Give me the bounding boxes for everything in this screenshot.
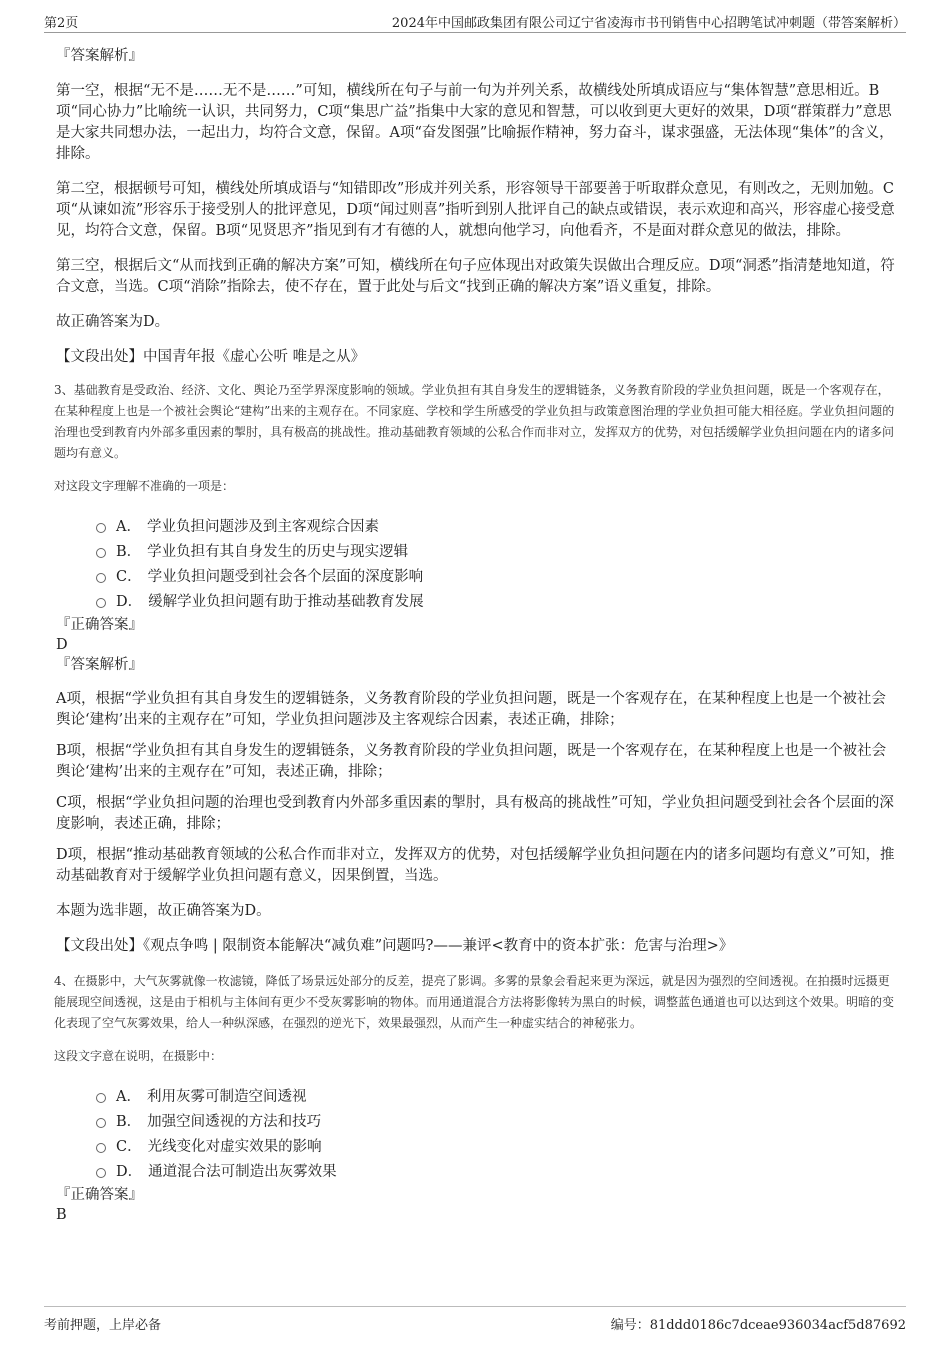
q3-options xyxy=(96,515,896,615)
radio-icon[interactable] xyxy=(96,573,106,583)
q3-conclusion: 本题为选非题，故正确答案为D。 xyxy=(56,903,271,919)
page-header xyxy=(44,10,906,33)
q4-answer: B xyxy=(56,1207,67,1223)
q4-option-a[interactable]: A． 利用灰雾可制造空间透视 xyxy=(96,1085,896,1110)
q3-explanation-c: C项，根据“学业负担问题的治理也受到教育内外部多重因素的掣肘，具有极高的挑战性”可知，学业负担问题受到社会各个层面的深度影响，表述正确，排除； xyxy=(56,795,894,832)
q3-option-c[interactable]: C． 学业负担问题受到社会各个层面的深度影响 xyxy=(96,565,896,590)
q3-explanation-b: B项，根据“学业负担有其自身发生的逻辑链条，义务教育阶段的学业负担问题，既是一个客观存在，在某种程度上也是一个被社会舆论‘建构’出来的主观存在”可知，表述正确，排除； xyxy=(56,743,887,780)
q3-prompt: 对这段文字理解不准确的一项是： xyxy=(54,479,235,493)
radio-icon[interactable] xyxy=(96,1093,106,1103)
q3-answer: D xyxy=(56,637,68,653)
page-content xyxy=(56,46,896,1225)
radio-icon[interactable] xyxy=(96,1168,106,1178)
q3-answer-label: 『正确答案』 xyxy=(56,617,143,633)
q2-analysis-para-3: 第三空，根据后文“从而找到正确的解决方案”可知，横线所在句子应体现出对政策失误做出合理反应。D项“洞悉”指清楚地知道，符合文意，当选。C项“消除”指除去，使不存在，置于此处与后文“找到正确的解决方案”语义重复，排除。 xyxy=(56,258,895,295)
q2-conclusion: 故正确答案为D。 xyxy=(56,314,170,330)
q4-option-c[interactable]: C． 光线变化对虚实效果的影响 xyxy=(96,1135,896,1160)
q3-source: 【文段出处】《观点争鸣 | 限制资本能解决“减负难”问题吗?——兼评<教育中的资本扩张：危害与治理>》 xyxy=(56,938,734,954)
q4-option-d[interactable]: D． 通道混合法可制造出灰雾效果 xyxy=(96,1160,896,1185)
q4-prompt: 这段文字意在说明，在摄影中： xyxy=(54,1049,223,1063)
q3-option-a[interactable]: A． 学业负担问题涉及到主客观综合因素 xyxy=(96,515,896,540)
q2-source: 【文段出处】中国青年报《虚心公听 唯是之从》 xyxy=(56,349,366,365)
q4-option-b[interactable]: B． 加强空间透视的方法和技巧 xyxy=(96,1110,896,1135)
q3-explanation-a: A项，根据“学业负担有其自身发生的逻辑链条，义务教育阶段的学业负担问题，既是一个客观存在，在某种程度上也是一个被社会舆论‘建构’出来的主观存在”可知，学业负担问题涉及主客观综合因素，表述正确，排除； xyxy=(56,691,886,728)
footer-slogan: 考前押题，上岸必备 xyxy=(44,1318,162,1333)
q3-option-b[interactable]: B． 学业负担有其自身发生的历史与现实逻辑 xyxy=(96,540,896,565)
q3-explanation-d: D项，根据“推动基础教育领域的公私合作而非对立，发挥双方的优势，对包括缓解学业负担问题在内的诸多问题均有意义”可知，推动基础教育对于缓解学业负担问题有意义，因果倒置，当选。 xyxy=(56,847,895,884)
radio-icon[interactable] xyxy=(96,598,106,608)
radio-icon[interactable] xyxy=(96,548,106,558)
radio-icon[interactable] xyxy=(96,1143,106,1153)
page-footer xyxy=(44,1306,906,1335)
page-number: 第2页 xyxy=(44,16,79,31)
q2-analysis-para-2: 第二空，根据顿号可知，横线处所填成语与“知错即改”形成并列关系，形容领导干部要善于听取群众意见，有则改之，无则加勉。C项“从谏如流”形容乐于接受别人的批评意见，D项“闻过则喜”指听到别人批评自己的缺点或错误，表示欢迎和高兴，形容虚心接受意见，均符合文意，保留。B项“见贤思齐”指见到有才有德的人，就想向他学习，向他看齐，不是面对群众意见的做法，排除。 xyxy=(56,181,895,239)
document-id: 编号：81ddd0186c7dceae936034acf5d87692 xyxy=(610,1318,906,1333)
q4-answer-label: 『正确答案』 xyxy=(56,1187,143,1203)
q3-option-d[interactable]: D． 缓解学业负担问题有助于推动基础教育发展 xyxy=(96,590,896,615)
document-title: 2024年中国邮政集团有限公司辽宁省凌海市书刊销售中心招聘笔试冲刺题（带答案解析） xyxy=(391,16,906,31)
q3-stem: 3、基础教育是受政治、经济、文化、舆论乃至学界深度影响的领域。学业负担有其自身发生的逻辑链条，义务教育阶段的学业负担问题，既是一个客观存在，在某种程度上也是一个被社会舆论“建构”出来的主观存在。不同家庭、学校和学生所感受的学业负担与政策意图治理的学业负担可能大相径庭。学业负担问题的治理也受到教育内外部多重因素的掣肘，具有极高的挑战性。推动基础教育领域的公私合作而非对立，发挥双方的优势，对包括缓解学业负担问题在内的诸多问题均有意义。 xyxy=(54,383,895,460)
q4-stem: 4、在摄影中，大气灰雾就像一枚滤镜，降低了场景远处部分的反差，提亮了影调。多雾的景象会看起来更为深远，就是因为强烈的空间透视。在拍摄时远摄更能展现空间透视，这是由于相机与主体间有更少不受灰雾影响的物体。而用通道混合方法将影像转为黑白的时候，调整蓝色通道也可以达到这个效果。明暗的变化表现了空气灰雾效果，给人一种纵深感，在强烈的逆光下，效果最强烈，从而产生一种虚实结合的神秘张力。 xyxy=(54,974,895,1030)
q2-analysis-para-1: 第一空，根据“无不是……无不是……”可知，横线所在句子与前一句为并列关系，故横线处所填成语应与“集体智慧”意思相近。B项“同心协力”比喻统一认识，共同努力，C项“集思广益”指集中大家的意见和智慧，可以收到更大更好的效果，D项“群策群力”意思是大家共同想办法，一起出力，均符合文意，保留。A项“奋发图强”比喻振作精神，努力奋斗，谋求强盛，无法体现“集体”的含义，排除。 xyxy=(56,83,894,162)
q4-options xyxy=(96,1085,896,1185)
q2-analysis-label: 『答案解析』 xyxy=(56,48,143,64)
radio-icon[interactable] xyxy=(96,523,106,533)
radio-icon[interactable] xyxy=(96,1118,106,1128)
q3-analysis-label: 『答案解析』 xyxy=(56,657,143,673)
